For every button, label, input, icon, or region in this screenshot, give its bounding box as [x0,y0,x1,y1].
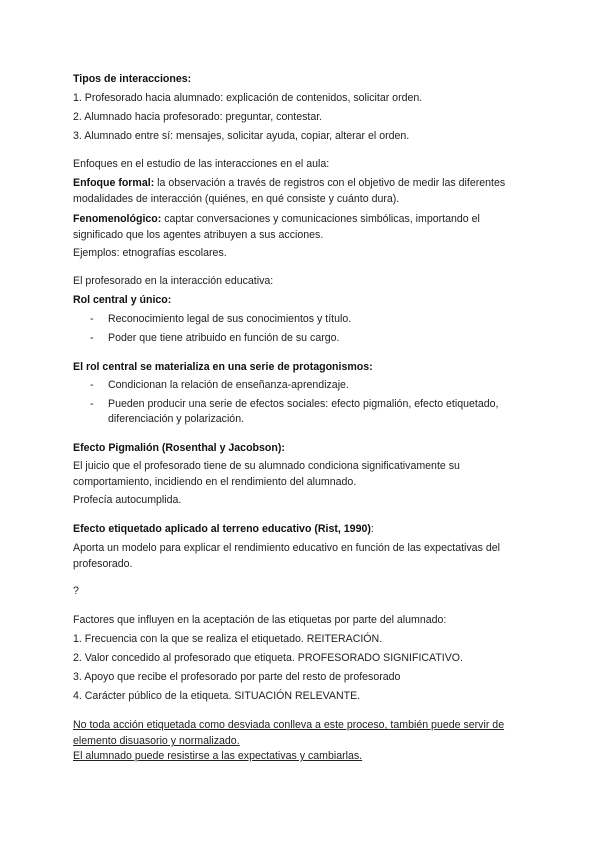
factores-item-1: 1. Frecuencia con la que se realiza el etiquetado. REITERACIÓN. [73,633,383,645]
pigmalion-heading: Efecto Pigmalión (Rosenthal y Jacobson): [73,442,285,454]
nota-line-2: elemento disuasorio y normalizado. [73,735,240,747]
nota-line-3: El alumnado puede resistirse a las expectativas y cambiarlas. [73,750,363,762]
enfoque-formal-line-1 [73,176,505,190]
profesorado-intro: El profesorado en la interacción educativa: [73,275,274,287]
tipos-item-2: 2. Alumnado hacia profesorado: preguntar, contestar. [73,111,323,123]
rol-central-heading: Rol central y único: [73,294,172,306]
etiquetado-text-2: profesorado. [73,558,133,570]
nota-line-1: No toda acción etiquetada como desviada conlleva a este proceso, también puede servir de [73,719,505,731]
enfoques-intro: Enfoques en el estudio de las interacciones en el aula: [73,158,330,170]
pigmalion-text-1: El juicio que el profesorado tiene de su alumnado condiciona significativamente su [73,460,460,472]
factores-intro: Factores que influyen en la aceptación de las etiquetas por parte del alumnado: [73,614,447,626]
factores-item-3: 3. Apoyo que recibe el profesorado por parte del resto de profesorado [73,671,401,683]
enfoque-formal-line-2: modalidades de interacción (quiénes, en qué consiste y cuánto dura). [73,193,400,205]
rol-dash-2: - [90,332,94,344]
factores-item-4: 4. Carácter público de la etiqueta. SITUACIÓN RELEVANTE. [73,690,361,702]
etiquetado-title: Efecto etiquetado aplicado al terreno educativo (Rist, 1990) [73,523,371,535]
tipos-item-3: 3. Alumnado entre sí: mensajes, solicitar ayuda, copiar, alterar el orden. [73,130,410,142]
fenomenologico-line-1 [73,212,480,226]
protag-item-1: Condicionan la relación de enseñanza-aprendizaje. [108,379,349,391]
fenomenologico-label: Fenomenológico: [73,213,162,225]
fenomenologico-text: captar conversaciones y comunicaciones simbólicas, importando el [161,213,480,225]
rol-item-1: Reconocimiento legal de sus conocimientos y título. [108,313,352,325]
etiquetado-title-suffix: : [370,523,374,535]
pigmalion-text-3: Profecía autocumplida. [73,494,182,506]
tipos-heading: Tipos de interacciones: [73,73,192,85]
etiquetado-text-1: Aporta un modelo para explicar el rendimiento educativo en función de las expectativas del [73,542,500,554]
protagonismos-heading: El rol central se materializa en una serie de protagonismos: [73,361,373,373]
protag-item-2-line-2: diferenciación y polarización. [108,413,245,425]
protag-dash-1: - [90,379,94,391]
ejemplos-line: Ejemplos: etnografías escolares. [73,247,227,259]
protag-item-2-line-1: Pueden producir una serie de efectos sociales: efecto pigmalión, efecto etiquetado, [108,398,499,410]
rol-item-2: Poder que tiene atribuido en función de su cargo. [108,332,340,344]
tipos-item-1: 1. Profesorado hacia alumnado: explicación de contenidos, solicitar orden. [73,92,423,104]
factores-item-2: 2. Valor concedido al profesorado que etiqueta. PROFESORADO SIGNIFICATIVO. [73,652,463,664]
pigmalion-text-2: comportamiento, incidiendo en el rendimiento del alumnado. [73,476,357,488]
enfoque-formal-text: la observación a través de registros con el objetivo de medir las diferentes [154,177,506,189]
protag-dash-2: - [90,398,94,410]
fenomenologico-line-2: significado que los agentes atribuyen a sus acciones. [73,229,324,241]
enfoque-formal-label: Enfoque formal: [73,177,155,189]
rol-dash-1: - [90,313,94,325]
question-mark: ? [73,585,79,597]
etiquetado-heading [73,522,374,536]
